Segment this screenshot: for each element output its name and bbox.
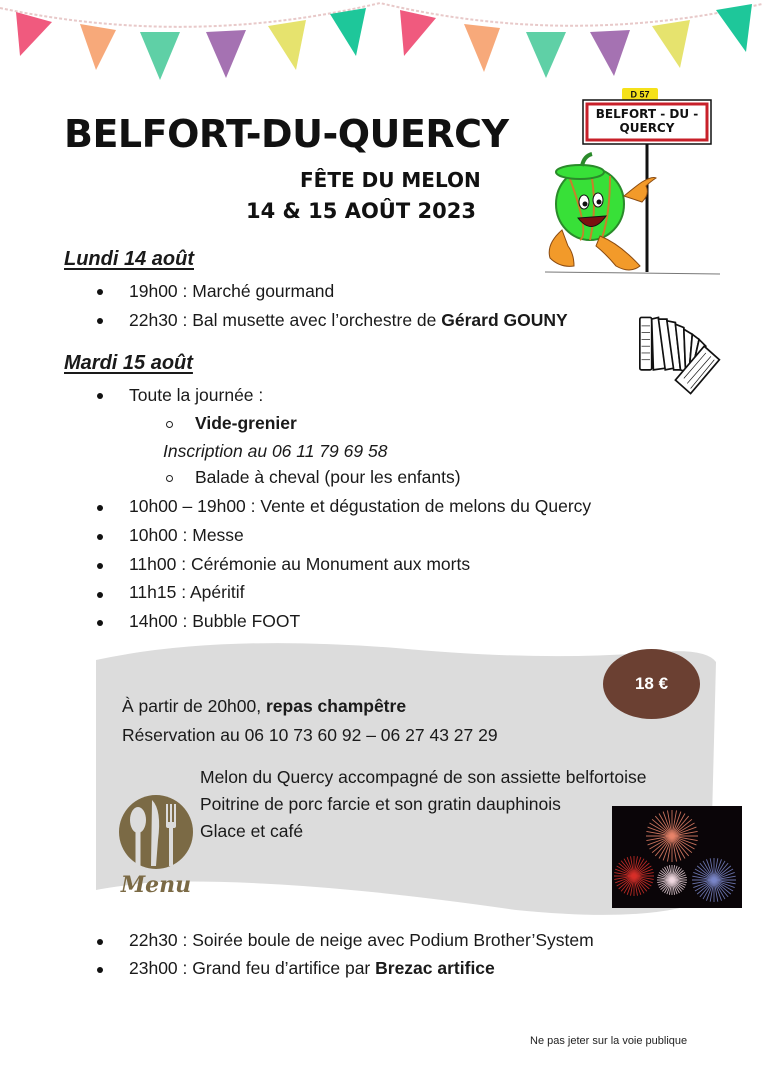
sub-bullet-icon [166,475,173,482]
bunting-flag [140,32,180,80]
sign-line-2: QUERCY [619,121,675,135]
registration-phone: Inscription au 06 11 79 69 58 [163,441,388,461]
bullet-icon [97,620,103,626]
bullet-icon [97,563,103,569]
road-number: D 57 [630,89,650,100]
bullet-icon [97,534,103,540]
bullet-icon [97,939,103,945]
bunting-flag [330,8,366,56]
bunting-flag [590,30,630,76]
day-heading-monday: Lundi 14 août [64,248,194,270]
sub-item-vide-grenier: Vide-grenier [195,413,297,433]
event-subtitle: FÊTE DU MELON [300,168,481,192]
schedule-item: 22h30 : Bal musette avec l’orchestre de Gérard GOUNY [129,310,568,330]
melon-mascot-icon [549,154,656,270]
schedule-item: 23h00 : Grand feu d’artifice par Brezac artifice [129,958,495,978]
bunting-flag [206,30,246,78]
bullet-icon [97,289,103,295]
accordion-icon [628,303,738,408]
bunting-flag [526,32,566,78]
menu-item: Glace et café [200,821,304,841]
menu-item: Melon du Quercy accompagné de son assiette belfortoise [200,767,647,787]
bunting-flag [80,24,116,70]
menu-item: Poitrine de porc farcie et son gratin dauphinois [200,794,561,814]
bunting-flag [464,24,500,72]
bunting-flag [716,4,752,52]
day-heading-tuesday: Mardi 15 août [64,352,193,374]
event-dates: 14 & 15 AOÛT 2023 [246,199,476,223]
schedule-item: 11h15 : Apéritif [129,582,245,602]
bunting-flag [16,12,52,56]
sub-bullet-icon [166,421,173,428]
menu-label: Menu [120,872,192,896]
schedule-item: 11h00 : Cérémonie au Monument aux morts [129,554,471,574]
schedule-item-all-day: Toute la journée : [129,385,264,405]
dinner-reservation: Réservation au 06 10 73 60 92 – 06 27 43 27 29 [122,725,498,745]
bullet-icon [97,967,103,973]
bullet-icon [97,393,103,399]
schedule-item: 19h00 : Marché gourmand [129,281,335,301]
schedule-item: 14h00 : Bubble FOOT [129,611,301,631]
town-sign-illustration [540,84,740,284]
bunting-flag [400,10,436,56]
bullet-icon [97,505,103,511]
price-badge: 18 € [603,649,700,719]
sub-item-balade: Balade à cheval (pour les enfants) [195,467,461,487]
bunting-decoration [0,0,762,90]
page-title: BELFORT-DU-QUERCY [64,112,509,156]
schedule-item: 10h00 – 19h00 : Vente et dégustation de melons du Quercy [129,496,592,516]
bullet-icon [97,592,103,598]
schedule-item: 10h00 : Messe [129,525,244,545]
sign-line-1: BELFORT - DU - [595,107,699,121]
schedule-item: 22h30 : Soirée boule de neige avec Podium Brother’System [129,930,594,950]
menu-cutlery-icon [116,792,196,896]
footer-note: Ne pas jeter sur la voie publique [530,1035,688,1047]
fireworks-image [612,806,742,908]
dinner-intro: À partir de 20h00, repas champêtre [122,696,407,716]
bunting-flag [268,20,306,70]
bullet-icon [97,318,103,324]
bunting-flag [652,20,690,68]
